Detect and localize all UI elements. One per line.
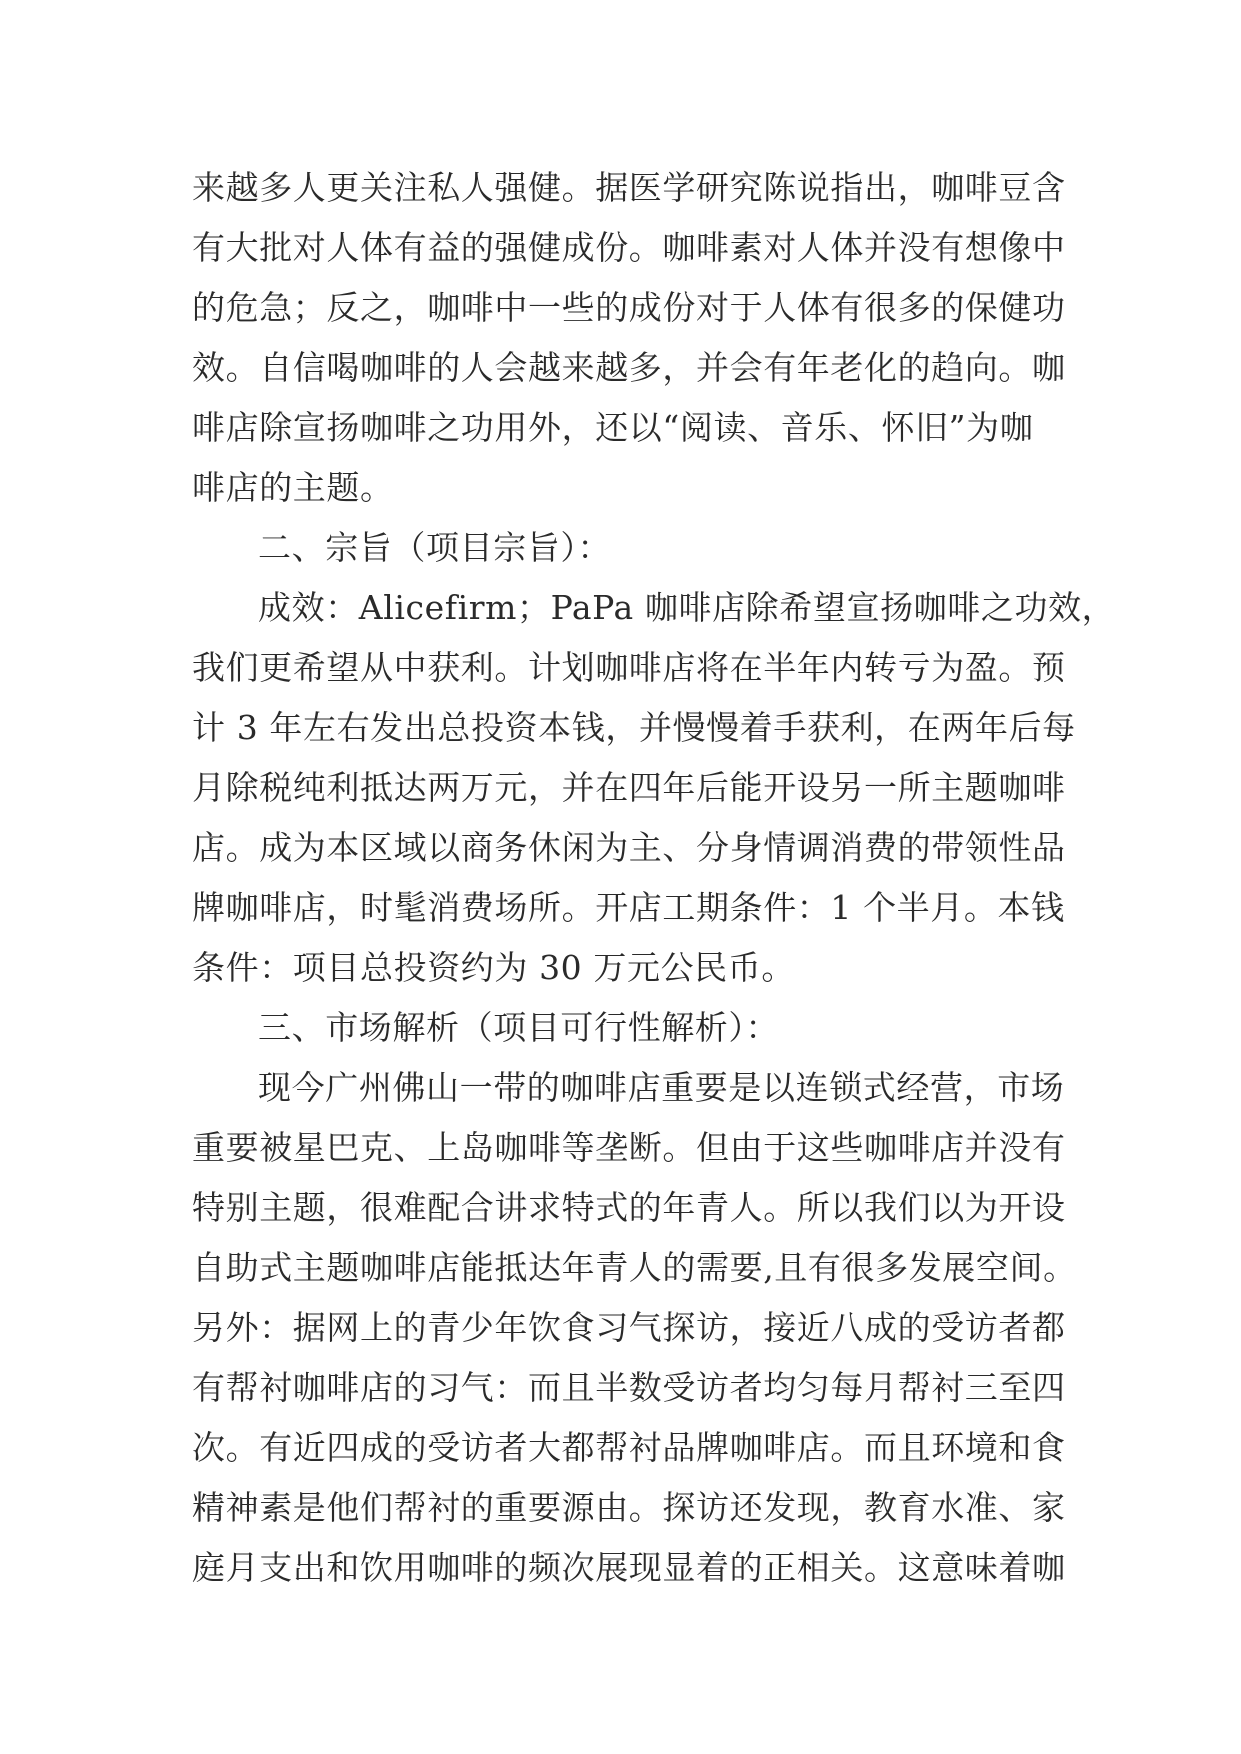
paragraph-line: 啡店除宣扬咖啡之功用外，还以“阅读、音乐、怀旧”为咖	[192, 408, 1034, 447]
paragraph-line: 的危急；反之，咖啡中一些的成份对于人体有很多的保健功	[192, 288, 1066, 327]
section-heading-purpose: 二、宗旨（项目宗旨）：	[258, 528, 612, 567]
paragraph-line: 牌咖啡店，时髦消费场所。开店工期条件：1 个半月。本钱	[192, 888, 1065, 927]
paragraph-line: 有大批对人体有益的强健成份。咖啡素对人体并没有想像中	[192, 228, 1066, 267]
paragraph-line: 重要被星巴克、上岛咖啡等垄断。但由于这些咖啡店并没有	[192, 1128, 1066, 1167]
paragraph-line: 来越多人更关注私人强健。据医学研究陈说指出，咖啡豆含	[192, 168, 1066, 207]
paragraph-line: 啡店的主题。	[192, 468, 394, 507]
paragraph-line: 我们更希望从中获利。计划咖啡店将在半年内转亏为盈。预	[192, 648, 1066, 687]
paragraph-line: 店。成为本区域以商务休闲为主、分身情调消费的带领性品	[192, 828, 1066, 867]
paragraph-line: 有帮衬咖啡店的习气：而且半数受访者均匀每月帮衬三至四	[192, 1368, 1066, 1407]
paragraph-line: 另外：据网上的青少年饮食习气探访，接近八成的受访者都	[192, 1308, 1066, 1347]
section-heading-market: 三、市场解析（项目可行性解析）：	[258, 1008, 780, 1047]
paragraph-line: 现今广州佛山一带的咖啡店重要是以连锁式经营，市场	[258, 1068, 1065, 1107]
paragraph-line: 效。自信喝咖啡的人会越来越多，并会有年老化的趋向。咖	[192, 348, 1066, 387]
paragraph-line: 成效：Alicefirm；PaPa 咖啡店除希望宣扬咖啡之功效，	[258, 588, 1116, 627]
paragraph-line: 精神素是他们帮衬的重要源由。探访还发现，教育水准、家	[192, 1488, 1066, 1527]
paragraph-line: 自助式主题咖啡店能抵达年青人的需要,且有很多发展空间。	[192, 1248, 1077, 1287]
paragraph-line: 庭月支出和饮用咖啡的频次展现显着的正相关。这意味着咖	[192, 1548, 1066, 1587]
paragraph-line: 月除税纯利抵达两万元，并在四年后能开设另一所主题咖啡	[192, 768, 1066, 807]
paragraph-line: 次。有近四成的受访者大都帮衬品牌咖啡店。而且环境和食	[192, 1428, 1066, 1467]
body-text	[192, 158, 1116, 1598]
paragraph-line: 计 3 年左右发出总投资本钱，并慢慢着手获利，在两年后每	[192, 708, 1076, 747]
paragraph-line: 条件：项目总投资约为 30 万元公民币。	[192, 948, 795, 987]
paragraph-line: 特别主题，很难配合讲求特式的年青人。所以我们以为开设	[192, 1188, 1066, 1227]
